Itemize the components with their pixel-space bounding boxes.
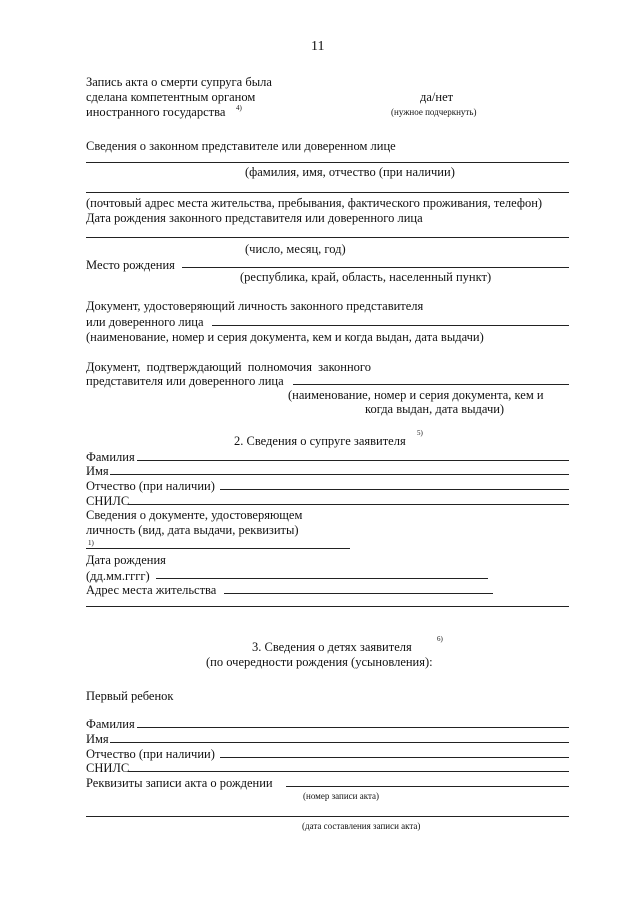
death-record-footnote: 4): [236, 104, 242, 112]
underline-hint: (нужное подчеркнуть): [391, 107, 477, 117]
spouse-birth-date-field[interactable]: [156, 578, 488, 579]
children-subheading: (по очередности рождения (усыновления):: [206, 655, 433, 669]
spouse-snils-label: СНИЛС: [86, 494, 130, 508]
child-name-label: Имя: [86, 732, 109, 746]
spouse-residence-label: Адрес места жительства: [86, 583, 217, 597]
representative-id-doc-line-1: Документ, удостоверяющий личность законного представителя: [86, 299, 424, 313]
representative-auth-doc-line-1: Документ, подтверждающий полномочия законного: [86, 360, 371, 374]
representative-birth-date-line[interactable]: [86, 237, 569, 238]
representative-birth-place-line[interactable]: [182, 267, 569, 268]
representative-address-line[interactable]: [86, 192, 569, 193]
spouse-patronymic-field[interactable]: [220, 489, 569, 490]
spouse-name-label: Имя: [86, 464, 109, 478]
spouse-birth-date-label-1: Дата рождения: [86, 553, 166, 567]
child-record-date-hint: (дата составления записи акта): [302, 821, 421, 831]
child-snils-field[interactable]: [128, 771, 569, 772]
child-surname-label: Фамилия: [86, 717, 135, 731]
representative-date-hint: (число, месяц, год): [245, 242, 346, 256]
representative-auth-doc-hint-1: (наименование, номер и серия документа, кем и: [288, 388, 544, 402]
representative-fio-line[interactable]: [86, 162, 569, 163]
spouse-name-field[interactable]: [110, 474, 569, 475]
spouse-surname-label: Фамилия: [86, 450, 135, 464]
spouse-doc-footnote: 1): [88, 539, 94, 547]
spouse-snils-field[interactable]: [128, 504, 569, 505]
death-record-line-1: Запись акта о смерти супруга была: [86, 75, 272, 89]
spouse-doc-line-2: личность (вид, дата выдачи, реквизиты): [86, 523, 299, 537]
spouse-heading-footnote: 5): [417, 429, 423, 437]
representative-birth-place-label: Место рождения: [86, 258, 175, 272]
child-name-field[interactable]: [110, 742, 569, 743]
spouse-residence-field-2[interactable]: [86, 606, 569, 607]
representative-fio-hint: (фамилия, имя, отчество (при наличии): [245, 165, 455, 179]
spouse-doc-line-1: Сведения о документе, удостоверяющем: [86, 508, 303, 522]
representative-heading: Сведения о законном представителе или доверенном лице: [86, 139, 396, 153]
child-birth-record-label: Реквизиты записи акта о рождении: [86, 776, 273, 790]
death-record-line-2: сделана компетентным органом: [86, 90, 256, 104]
page-number: 11: [311, 39, 325, 54]
child-record-number-field[interactable]: [286, 786, 569, 787]
representative-birth-date-label: Дата рождения законного представителя или доверенного лица: [86, 211, 423, 225]
representative-address-hint: (почтовый адрес места жительства, пребывания, фактического проживания, телефон): [86, 196, 543, 210]
child-surname-field[interactable]: [137, 727, 569, 728]
representative-id-doc-line-2: или доверенного лица: [86, 315, 204, 329]
representative-id-doc-hint: (наименование, номер и серия документа, кем и когда выдан, дата выдачи): [86, 330, 484, 344]
child-record-date-field[interactable]: [86, 816, 569, 817]
representative-id-doc-line[interactable]: [212, 325, 569, 326]
representative-place-hint: (республика, край, область, населенный пункт): [240, 270, 492, 284]
spouse-doc-field[interactable]: [86, 548, 350, 549]
spouse-residence-field[interactable]: [224, 593, 493, 594]
child-snils-label: СНИЛС: [86, 761, 130, 775]
spouse-heading: 2. Сведения о супруге заявителя: [234, 434, 406, 448]
representative-auth-doc-line[interactable]: [293, 384, 569, 385]
children-heading: 3. Сведения о детях заявителя: [252, 640, 412, 654]
death-record-line-3: иностранного государства: [86, 105, 226, 119]
child-record-number-hint: (номер записи акта): [303, 791, 379, 801]
yes-no-option[interactable]: да/нет: [420, 90, 454, 104]
spouse-surname-field[interactable]: [137, 460, 569, 461]
children-heading-footnote: 6): [437, 635, 443, 643]
child-patronymic-label: Отчество (при наличии): [86, 747, 215, 761]
first-child-label: Первый ребенок: [86, 689, 174, 703]
representative-auth-doc-line-2: представителя или доверенного лица: [86, 374, 284, 388]
representative-auth-doc-hint-2: когда выдан, дата выдачи): [365, 402, 505, 416]
child-patronymic-field[interactable]: [220, 757, 569, 758]
spouse-patronymic-label: Отчество (при наличии): [86, 479, 215, 493]
spouse-birth-date-label-2: (дд.мм.гггг): [86, 569, 150, 583]
